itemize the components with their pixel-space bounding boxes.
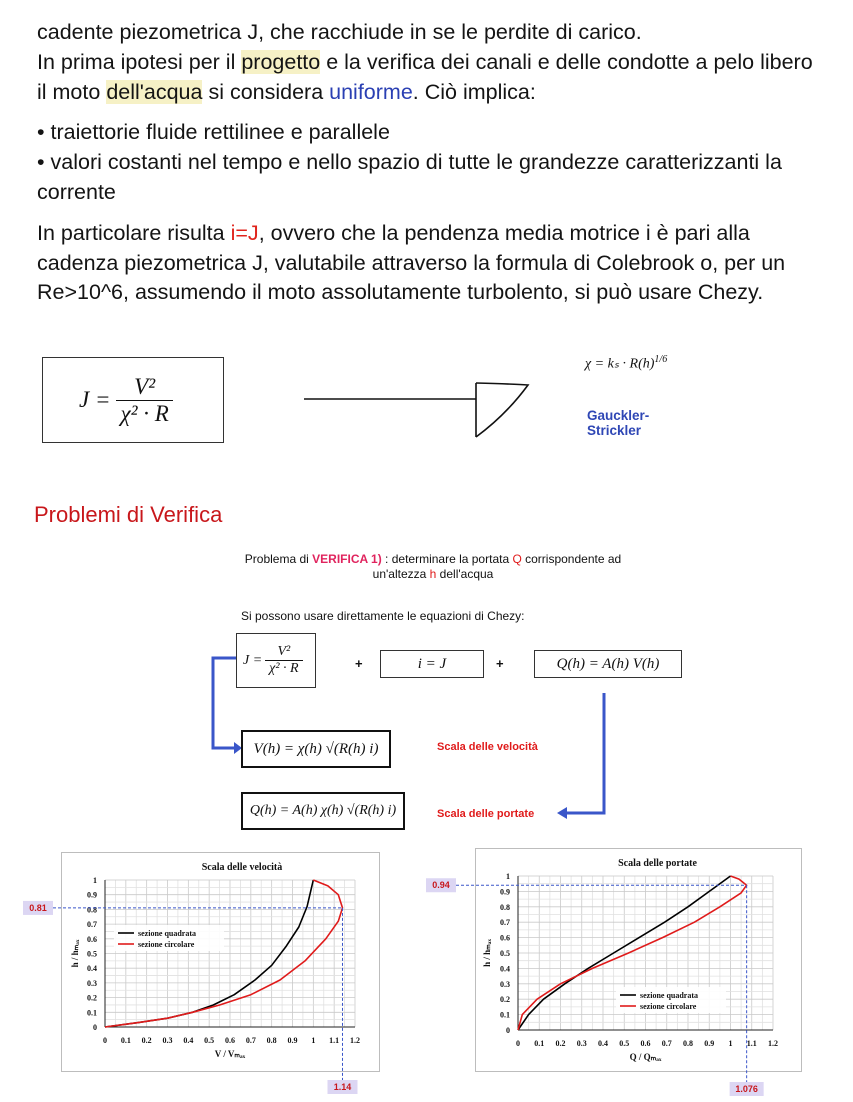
formula-chi-body: χ = kₛ · R(h) <box>585 356 655 372</box>
p1-highlight-progetto: progetto <box>241 50 321 74</box>
chart-y-tick-label: 0.7 <box>500 918 510 928</box>
chart-y-tick-label: 0.5 <box>500 949 510 958</box>
chart-x-tick-label: 0.3 <box>576 1039 587 1048</box>
chart-annotation-x-label: 1.076 <box>735 1084 758 1094</box>
eq-J-den: χ² · R <box>269 661 299 676</box>
chart-y-tick-label: 0.7 <box>87 920 97 930</box>
chart-legend-label: sezione circolare <box>640 1002 697 1011</box>
chart-y-tick-label: 0.8 <box>500 902 510 912</box>
p2-a: In particolare risulta <box>37 221 231 245</box>
chart-x-tick-label: 0.6 <box>640 1039 651 1048</box>
chart-x-tick-label: 1.1 <box>329 1036 340 1045</box>
eq-Q2-box: Q(h) = A(h) χ(h) √(R(h) i) <box>241 792 405 830</box>
chart-y-tick-label: 0.6 <box>87 934 97 944</box>
chart-annotation-x-label: 1.14 <box>333 1082 352 1092</box>
prob-mid: : determinare la portata <box>381 552 513 566</box>
gauckler-line-2: Strickler <box>587 423 642 438</box>
chart-x-tick-label: 0.9 <box>704 1039 715 1048</box>
chart-y-label: h / hₘₐₓ <box>70 939 80 968</box>
chart-y-tick-label: 0.9 <box>500 887 510 897</box>
chart-legend-label: sezione circolare <box>138 940 195 949</box>
chart-y-tick-label: 0.1 <box>500 1010 510 1020</box>
chart-title: Scala delle portate <box>618 858 697 869</box>
chart-x-tick-label: 0.6 <box>225 1036 235 1045</box>
chart-x-tick-label: 0.7 <box>661 1039 672 1048</box>
chart-x-tick-label: 0.2 <box>141 1036 152 1045</box>
chart-x-tick-label: 0 <box>103 1036 107 1045</box>
chart-y-tick-label: 0.4 <box>500 964 510 974</box>
p1-d: . Ciò implica: <box>412 79 536 104</box>
chart-x-tick-label: 0.4 <box>598 1039 608 1048</box>
p1-c: si considera <box>202 79 330 104</box>
chart-x-tick-label: 1.2 <box>350 1036 360 1045</box>
chart-x-tick-label: 0.1 <box>534 1039 545 1048</box>
chart-x-tick-label: 1.1 <box>746 1039 757 1048</box>
chart-y-tick-label: 0.1 <box>87 1008 97 1018</box>
chart-y-tick-label: 0 <box>506 1026 510 1035</box>
chart-x-tick-label: 1.2 <box>768 1039 778 1048</box>
p2-iJ: i=J <box>230 221 259 245</box>
section-title: Problemi di Verifica <box>34 502 223 527</box>
chezy-intro: Si possono usare direttamente le equazioni di Chezy: <box>241 609 525 623</box>
p2-b: , ovvero che la pendenza media motrice i è pari alla cadenza piezometrica J, valutabile attraverso la formula di Colebrook o, per un Re>10^6, assumendo il moto assolutamente turbolento, si può usare Chezy. <box>37 221 786 305</box>
chart-y-tick-label: 0.2 <box>87 993 97 1003</box>
chart-y-tick-label: 0.4 <box>87 964 97 974</box>
eq-Q-box: Q(h) = A(h) V(h) <box>534 650 682 678</box>
chart-annotation-y-label: 0.81 <box>29 902 47 913</box>
chart-y-tick-label: 0.3 <box>87 978 97 988</box>
chart-title: Scala delle velocità <box>201 862 283 873</box>
eq-J-num: V² <box>265 644 302 661</box>
formula-J-num: V² <box>116 374 172 401</box>
p1-a: In prima ipotesi per il <box>37 50 242 74</box>
eq-V-box: V(h) = χ(h) √(R(h) i) <box>241 730 391 768</box>
text-line-1: cadente piezometrica J, che racchiude in se le perdite di carico. <box>37 20 642 44</box>
label-scala-portate: Scala delle portate <box>437 808 535 820</box>
chart-legend <box>616 987 726 1013</box>
eq-iJ-box: i = J <box>380 650 484 678</box>
chart-y-tick-label: 0.9 <box>87 890 97 900</box>
eq-J-lhs: J = <box>243 652 263 668</box>
chart-x-tick-label: 0.9 <box>287 1036 298 1045</box>
p1-uniforme: uniforme <box>329 79 413 104</box>
chart-y-tick-label: 1 <box>93 876 97 885</box>
chart-x-label: Q / Qₘₐₓ <box>629 1052 662 1062</box>
chart-y-tick-label: 0.2 <box>500 995 510 1005</box>
gauckler-line-1: Gauckler- <box>587 408 650 423</box>
chart-annotation-y-label: 0.94 <box>432 880 450 891</box>
chart-y-tick-label: 0.5 <box>87 949 97 959</box>
chart-1 <box>426 858 778 1096</box>
chart-0 <box>23 862 360 1094</box>
formula-chi-exp: 1/6 <box>654 354 668 365</box>
chart-x-tick-label: 0.5 <box>204 1036 215 1045</box>
chart-y-tick-label: 0.3 <box>500 979 510 989</box>
p1-b: e la verifica dei canali e delle condotte a pelo libero il moto <box>37 50 813 104</box>
plus-2: + <box>496 656 504 671</box>
prob-end: corrispondente ad <box>521 552 622 566</box>
chart-legend-label: sezione quadrata <box>138 929 196 938</box>
chart-y-tick-label: 0.6 <box>500 933 510 943</box>
chart-x-label: V / Vₘₐₓ <box>214 1049 246 1059</box>
plus-1: + <box>355 656 363 671</box>
chart-y-tick-label: 0.8 <box>87 905 97 915</box>
chart-x-tick-label: 0.7 <box>245 1036 256 1045</box>
prob-line2a: un'altezza <box>372 567 430 581</box>
prob-h: h <box>429 567 437 581</box>
chart-x-tick-label: 0 <box>516 1039 520 1048</box>
formula-J-lhs: J = <box>79 387 111 412</box>
bullet-1: • traiettorie fluide rettilinee e parallele <box>37 120 390 144</box>
chart-x-tick-label: 0.8 <box>266 1036 277 1045</box>
chart-x-tick-label: 0.5 <box>619 1039 630 1048</box>
prob-line2b: dell'acqua <box>436 567 494 581</box>
chart-x-tick-label: 1 <box>728 1039 733 1048</box>
chart-x-tick-label: 0.4 <box>183 1036 194 1045</box>
chart-y-tick-label: 1 <box>506 872 510 881</box>
chart-legend <box>114 925 224 951</box>
p1-highlight-acqua: dell'acqua <box>106 79 203 104</box>
prob-tag: VERIFICA 1) <box>312 552 382 566</box>
bullet-2: • valori costanti nel tempo e nello spazio di tutte le grandezze caratterizzanti la corrente <box>37 150 782 204</box>
formula-J-den: χ² · R <box>120 400 169 426</box>
chart-x-tick-label: 1 <box>311 1036 316 1045</box>
chart-y-label: h / hₘₐₓ <box>482 939 492 967</box>
label-scala-velocita: Scala delle velocità <box>437 741 538 753</box>
chart-x-tick-label: 0.2 <box>555 1039 566 1048</box>
chart-x-tick-label: 0.1 <box>120 1036 131 1045</box>
chart-y-tick-label: 0 <box>93 1023 97 1032</box>
chart-x-tick-label: 0.3 <box>162 1036 173 1045</box>
prob-prefix: Problema di <box>244 552 313 566</box>
chart-legend-label: sezione quadrata <box>640 991 698 1000</box>
prob-Q: Q <box>512 552 522 566</box>
chart-x-tick-label: 0.8 <box>683 1039 693 1048</box>
